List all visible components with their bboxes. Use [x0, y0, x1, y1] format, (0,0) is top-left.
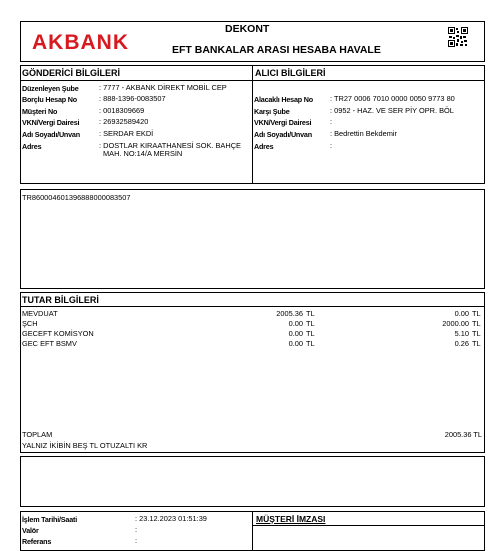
qr-code-icon [448, 27, 468, 47]
sender-customer-no-label: Müşteri No [22, 107, 58, 116]
receiver-name-value: : Bedrettin Bekdemir [330, 129, 397, 138]
amounts-section-title: TUTAR BİLGİLERİ [22, 295, 99, 305]
sender-tax-value: : 26932589420 [99, 117, 149, 126]
sender-tax-label: VKN/Vergi Dairesi [22, 118, 80, 127]
value-date-label: Valör [22, 526, 39, 535]
amount-row-currency: TL [306, 309, 315, 318]
amount-row-value: 2005.36 [276, 309, 303, 318]
sender-section-title: GÖNDERİCİ BİLGİLERİ [22, 68, 121, 78]
transaction-date-label: İşlem Tarihi/Saati [22, 515, 77, 524]
receiver-tax-value: : [330, 117, 333, 126]
sender-address-value-line2: MAH. NO:14/A MERSİN [103, 149, 183, 158]
footer-divider [252, 511, 253, 551]
sender-name-value: : SERDAR EKDİ [99, 129, 154, 138]
total-label: TOPLAM [22, 430, 53, 439]
amount-row-label: ŞCH [22, 319, 38, 328]
amount-row-value-2: 2000.00 [442, 319, 469, 328]
sender-branch-label: Düzenleyen Şube [22, 84, 79, 93]
amount-row-label: GEC EFT BSMV [22, 339, 77, 348]
sender-customer-no-value: : 0018309669 [99, 106, 145, 115]
receiver-title-underline [252, 80, 485, 81]
amount-row-value-2: 5.10 [454, 329, 469, 338]
receiver-branch-value: : 0952 - HAZ. VE SER PİY OPR. BÖL [330, 106, 454, 115]
amount-row-label: MEVDUAT [22, 309, 58, 318]
amount-row-value-2: 0.00 [454, 309, 469, 318]
amount-row-currency-2: TL [472, 339, 481, 348]
amount-row-label: GECEFT KOMİSYON [22, 329, 94, 338]
amount-row-currency: TL [306, 339, 315, 348]
signature-title-underline [252, 525, 485, 526]
sender-name-label: Adı Soyadı/Unvan [22, 130, 80, 139]
sender-title-underline [20, 80, 252, 81]
amount-row-value: 0.00 [288, 319, 303, 328]
document-subtitle: EFT BANKALAR ARASI HESABA HAVALE [172, 44, 381, 56]
customer-signature-title: MÜŞTERİ İMZASI [256, 514, 326, 524]
amount-row-currency: TL [306, 319, 315, 328]
amount-row-currency-2: TL [472, 309, 481, 318]
receiver-account-value: : TR27 0006 7010 0000 0050 9773 80 [330, 94, 455, 103]
akbank-logo: AKBANK [32, 31, 129, 54]
sender-address-label: Adres [22, 142, 42, 151]
reference-label: Referans [22, 537, 52, 546]
transaction-description: TR860004601396888000083507 [22, 193, 131, 202]
amount-row-currency-2: TL [472, 329, 481, 338]
transaction-date-value: : 23.12.2023 01:51:39 [135, 514, 207, 523]
sender-account-value: : 888-1396-0083507 [99, 94, 166, 103]
receiver-tax-label: VKN/Vergi Dairesi [254, 118, 312, 127]
total-value: 2005.36 TL [444, 430, 482, 439]
amount-row-value: 0.00 [288, 339, 303, 348]
sender-address-value: : DOSTLAR KIRAATHANESİ SOK. BAHÇE [99, 141, 241, 150]
amount-row-value: 0.00 [288, 329, 303, 338]
receiver-account-label: Alacaklı Hesap No [254, 95, 313, 104]
value-date-value: : [135, 525, 138, 534]
total-in-words: YALNIZ İKİBİN BEŞ TL OTUZALTI KR [22, 441, 148, 450]
receiver-address-label: Adres [254, 142, 274, 151]
sender-account-label: Borçlu Hesap No [22, 95, 77, 104]
notes-box [20, 456, 485, 507]
document-title: DEKONT [225, 23, 270, 35]
receiver-address-value: : [330, 141, 333, 150]
receiver-section-title: ALICI BİLGİLERİ [255, 68, 326, 78]
sender-branch-value: : 7777 - AKBANK DİREKT MOBİL CEP [99, 83, 227, 92]
receiver-branch-label: Karşı Şube [254, 107, 290, 116]
amounts-title-underline [20, 306, 485, 307]
amount-row-value-2: 0.26 [454, 339, 469, 348]
party-divider [252, 65, 253, 184]
amount-row-currency-2: TL [472, 319, 481, 328]
receiver-name-label: Adı Soyadı/Unvan [254, 130, 312, 139]
amount-row-currency: TL [306, 329, 315, 338]
reference-value: : [135, 536, 138, 545]
description-box [20, 189, 485, 289]
